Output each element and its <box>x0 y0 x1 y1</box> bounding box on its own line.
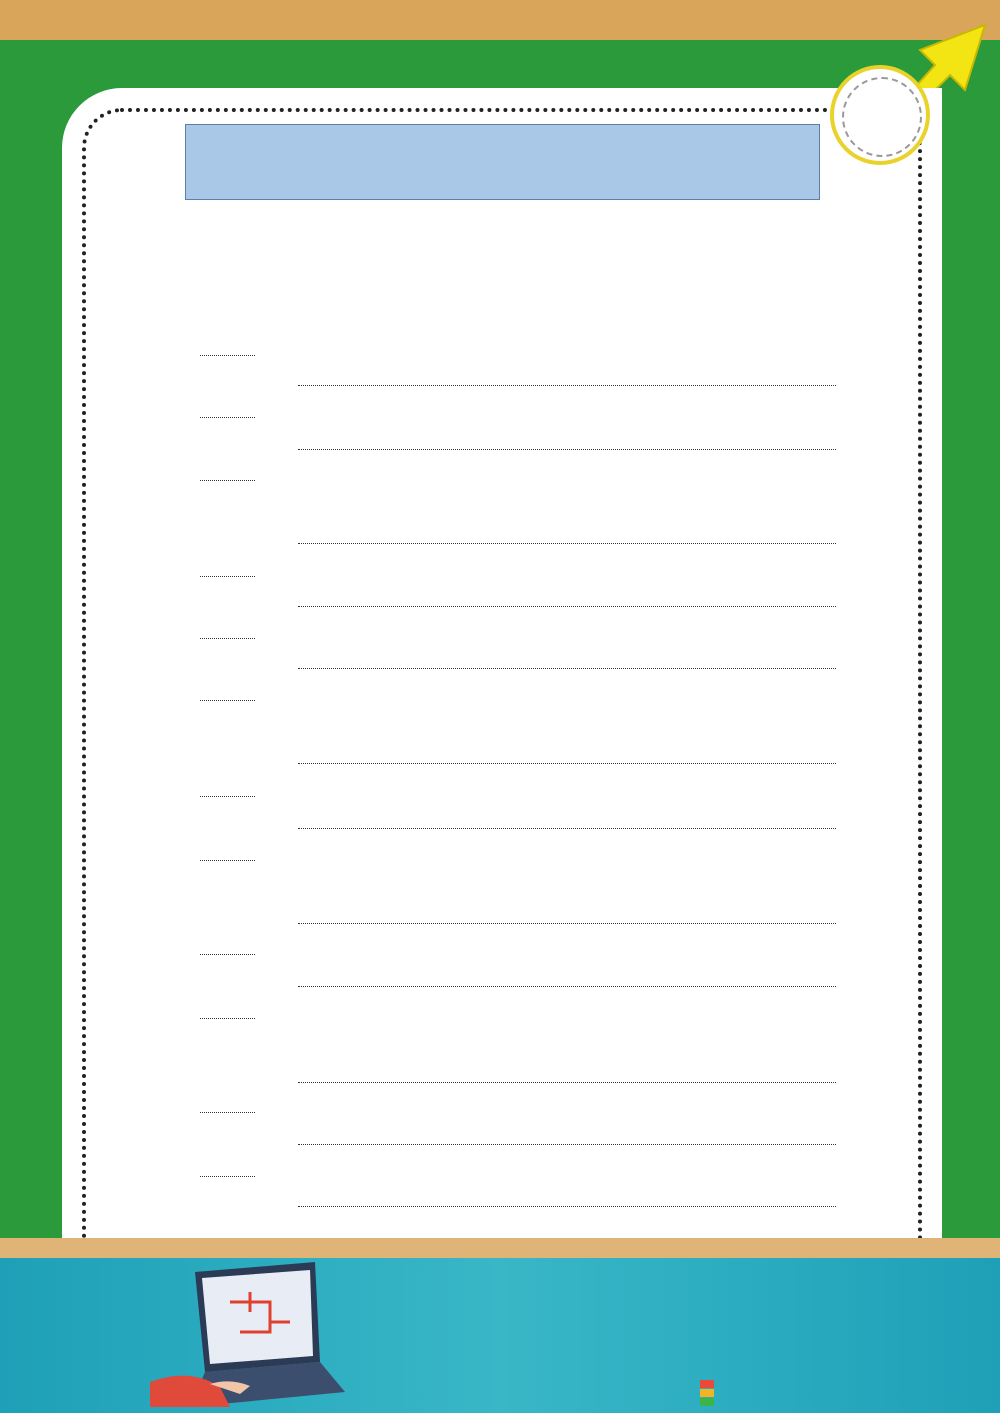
answer-blank[interactable] <box>200 860 255 861</box>
answer-blank[interactable] <box>200 576 255 577</box>
dotted-line <box>298 606 836 607</box>
answer-blank[interactable] <box>200 417 255 418</box>
dotted-line <box>298 1082 836 1083</box>
dotted-line <box>298 828 836 829</box>
answer-blank[interactable] <box>200 355 255 356</box>
colored-pencils-bottom-decoration <box>0 1218 1000 1260</box>
dotted-line <box>298 1206 836 1207</box>
title-box <box>185 124 820 200</box>
answer-blank[interactable] <box>200 1176 255 1177</box>
dotted-line <box>298 385 836 386</box>
liveworksheets-logo[interactable] <box>700 1378 717 1406</box>
colored-pencils-top-decoration <box>0 0 1000 75</box>
answer-blank[interactable] <box>200 1018 255 1019</box>
dotted-line <box>298 668 836 669</box>
dotted-line <box>298 986 836 987</box>
laptop-illustration-icon <box>150 1262 350 1412</box>
answer-blank[interactable] <box>200 954 255 955</box>
dotted-line <box>298 923 836 924</box>
dotted-line <box>298 763 836 764</box>
answer-blank[interactable] <box>200 700 255 701</box>
answer-blank[interactable] <box>200 480 255 481</box>
answer-blank[interactable] <box>200 796 255 797</box>
answer-blank[interactable] <box>200 638 255 639</box>
dotted-line <box>298 1144 836 1145</box>
dotted-line <box>298 449 836 450</box>
liveworksheets-logo-icon <box>700 1380 714 1406</box>
dotted-border <box>82 108 922 1258</box>
badge-circle-icon <box>830 65 930 165</box>
dotted-line <box>298 543 836 544</box>
answer-blank[interactable] <box>200 1112 255 1113</box>
